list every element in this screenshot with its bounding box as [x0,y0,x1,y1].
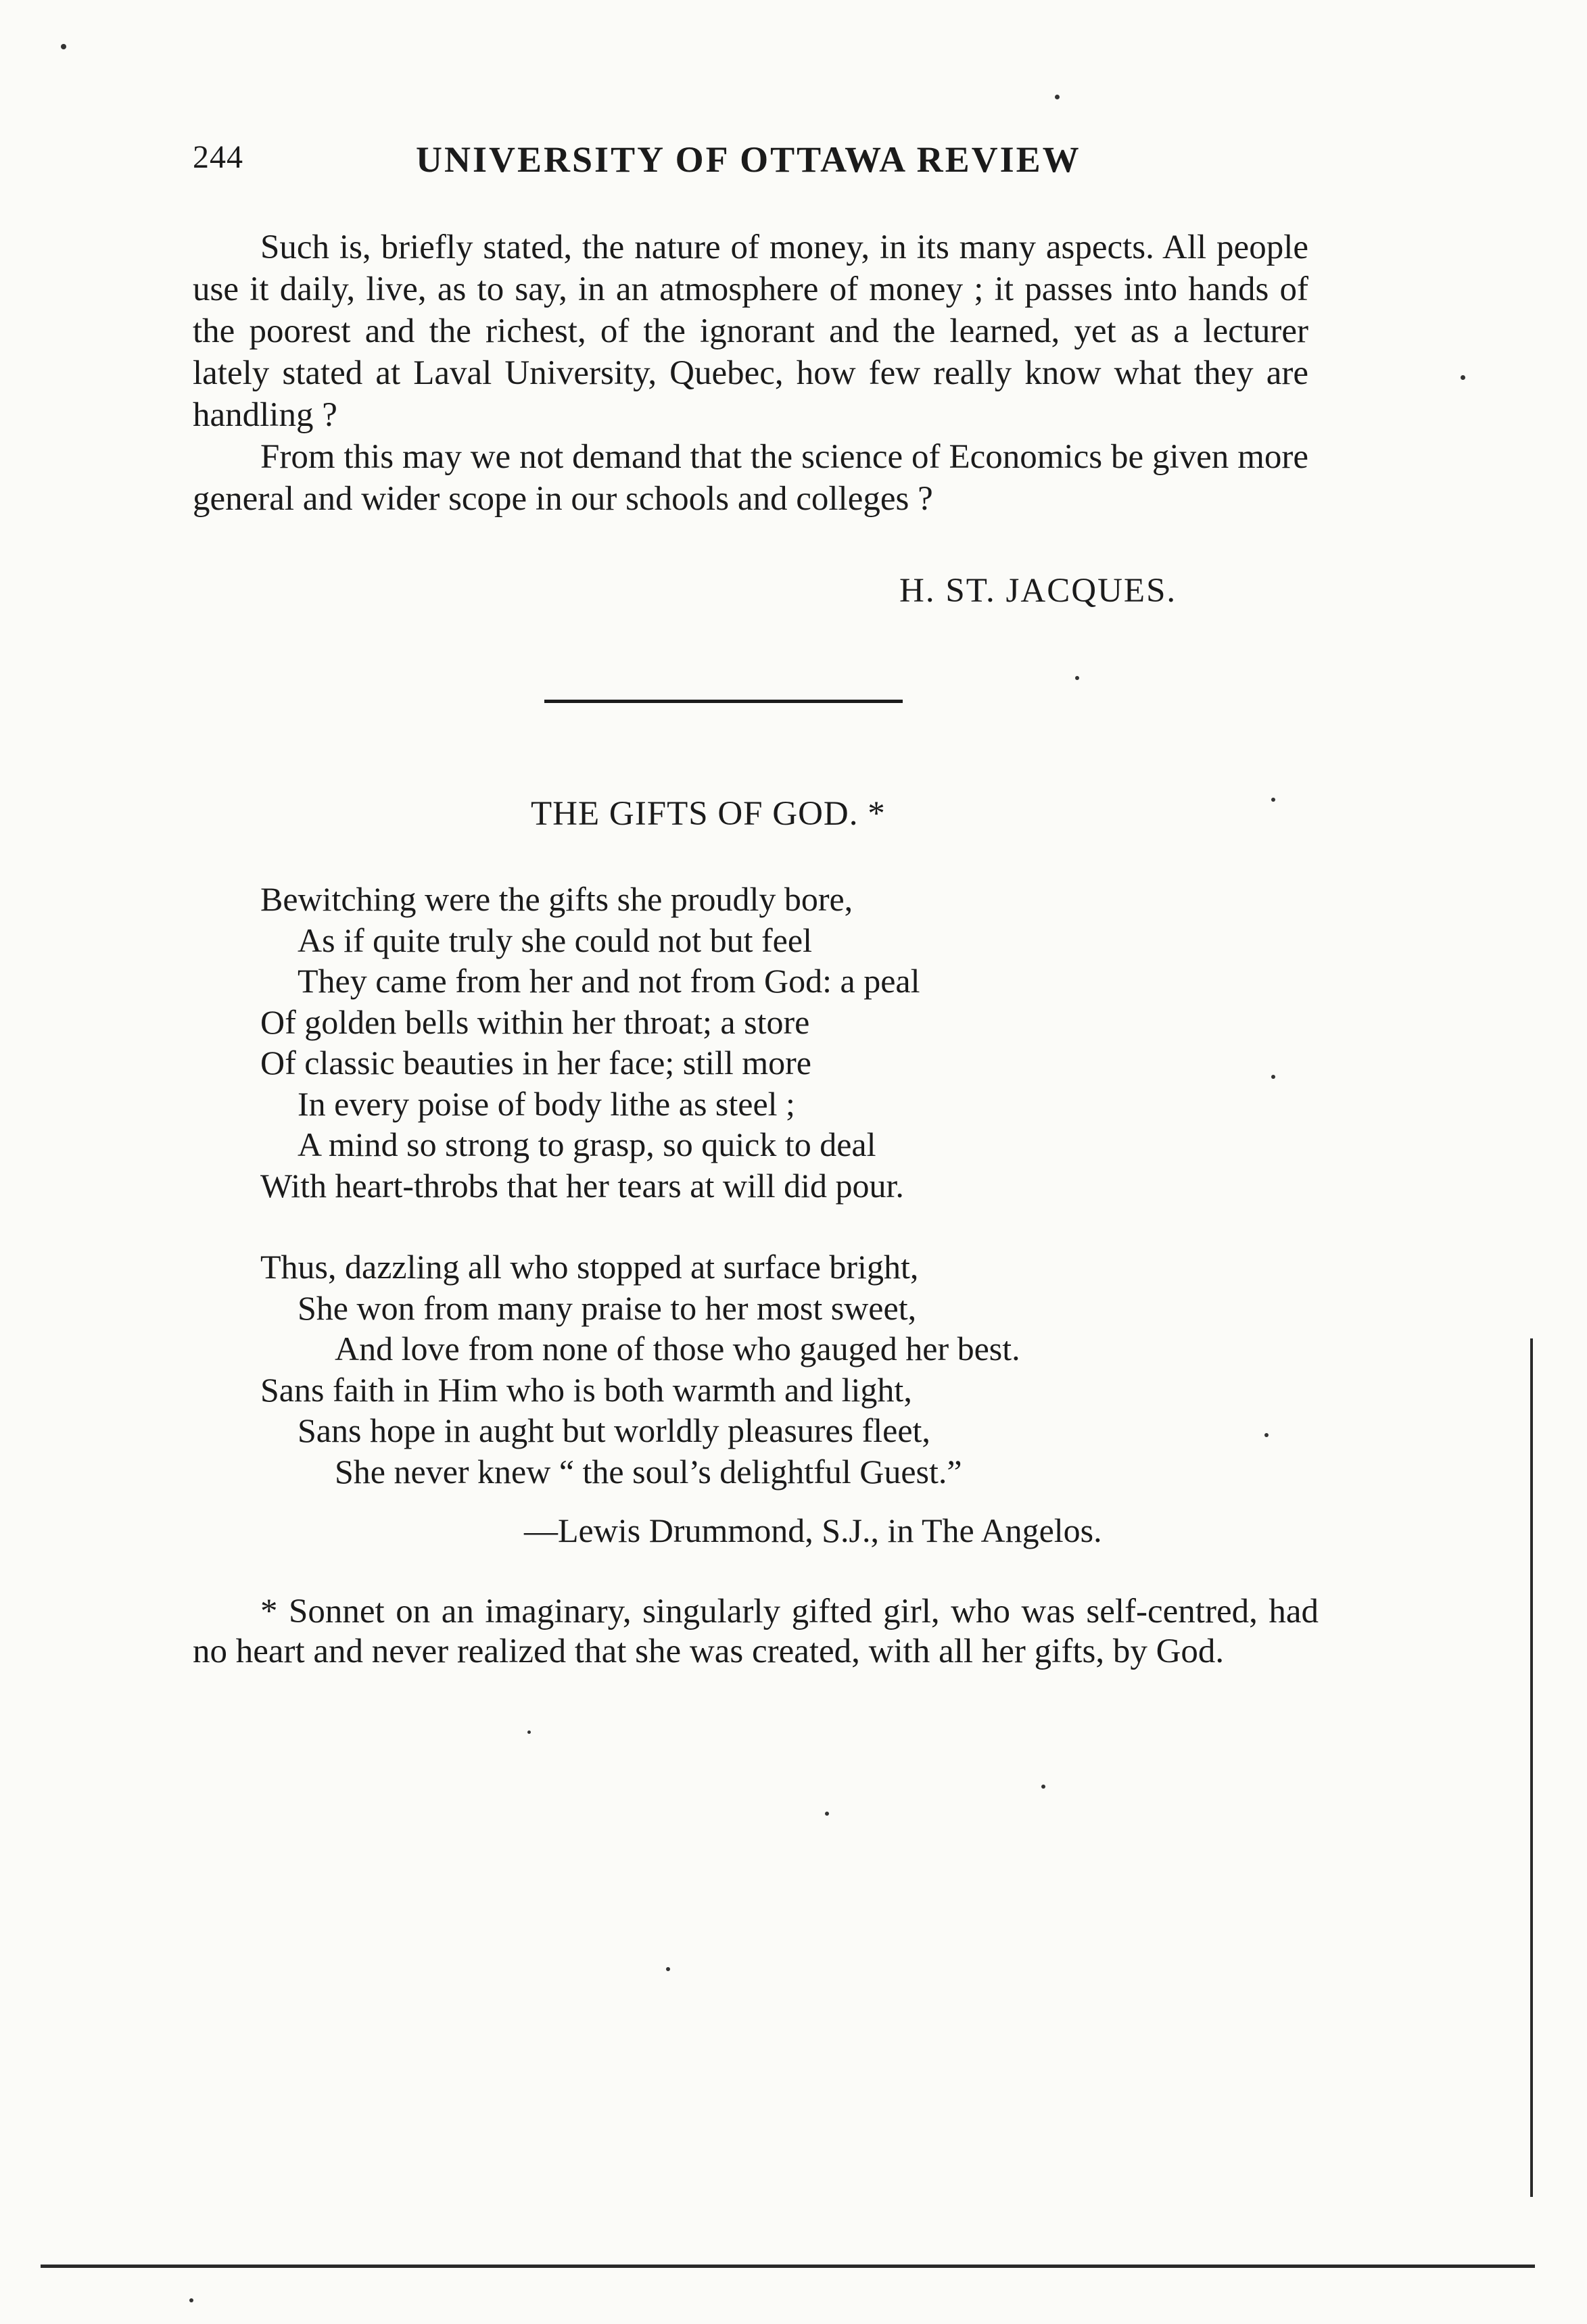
stanza-break [260,1206,1020,1246]
poem-line: In every poise of body lithe as steel ; [298,1084,795,1123]
section-divider [544,700,903,703]
scan-speck [1271,1075,1275,1079]
scan-speck [1041,1785,1045,1789]
scan-speck [1075,676,1079,680]
scan-speck [1271,798,1275,802]
poem-line: And love from none of those who gauged her best. [335,1330,1020,1367]
poem-line: Bewitching were the gifts she proudly bore, [260,880,853,918]
scan-speck [666,1967,670,1971]
scan-speck [1055,95,1060,99]
scan-speck [189,2298,193,2302]
poem-line: As if quite truly she could not but feel [298,921,812,959]
poem-line: She won from many praise to her most sweet, [298,1288,917,1327]
scan-speck [527,1730,531,1734]
scan-bottom-line [41,2265,1535,2268]
scan-speck [61,44,66,49]
paragraph: Such is, briefly stated, the nature of money, in its many aspects. All people use it daily, live, as to say, in an atmosphere of money ; it passes into hands of the poorest and the richest, of the ignorant and the learned, yet as a lecturer lately stated at Laval University, Quebec, how few really know what they are handling ? [193,228,1308,434]
footnote [193,1592,1319,1672]
page-header [193,139,1315,193]
poem-line: Thus, dazzling all who stopped at surface bright, [260,1248,919,1286]
poem-attribution: —Lewis Drummond, S.J., in The Angelos. [524,1511,1102,1549]
poem-line: With heart-throbs that her tears at will did pour. [260,1166,904,1205]
poem-line: A mind so strong to grasp, so quick to deal [298,1125,876,1163]
scan-speck [1264,1433,1269,1437]
poem-line: Sans hope in aught but worldly pleasures fleet, [298,1411,930,1449]
poem-line: Of golden bells within her throat; a store [260,1002,810,1041]
running-title: UNIVERSITY OF OTTAWA REVIEW [416,139,1081,180]
poem-body [260,879,1020,1492]
author-signature: H. ST. JACQUES. [899,572,1177,610]
scan-margin-line [1530,1338,1533,2197]
poem-line: Sans faith in Him who is both warmth and light, [260,1370,912,1409]
poem-line: She never knew “ the soul’s delightful Guest.” [335,1452,962,1491]
article-conclusion [193,226,1308,520]
footnote-text: * Sonnet on an imaginary, singularly gifted girl, who was self-centred, had no heart and never realized that she was created, with all her gifts, by God. [193,1593,1319,1670]
poem-line: Of classic beauties in her face; still more [260,1044,811,1082]
scan-speck [825,1812,829,1816]
poem-title: THE GIFTS OF GOD. * [531,795,886,833]
paragraph: From this may we not demand that the science of Economics be given more general and wider scope in our schools and colleges ? [193,438,1308,518]
scan-speck [1461,375,1465,380]
poem-line: They came from her and not from God: a peal [298,962,920,1000]
page-number: 244 [193,139,243,175]
